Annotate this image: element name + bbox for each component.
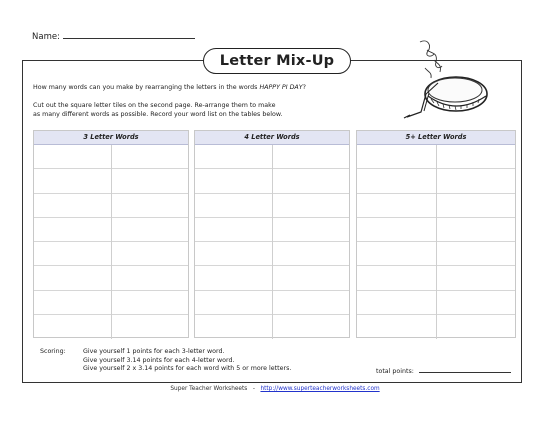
instruction-question: How many words can you make by rearranging the letters in the words HAPPY PI DAY? (33, 84, 306, 91)
table-3-letter-words (33, 130, 189, 338)
scoring-line-3-letter: Give yourself 1 points for each 3-letter word. (83, 348, 225, 355)
name-label: Name: (32, 32, 60, 42)
table-body (34, 145, 188, 339)
page-title (203, 48, 351, 74)
total-points-field[interactable] (376, 365, 511, 375)
table-header: 5+ Letter Words (357, 131, 515, 145)
table-body (357, 145, 515, 339)
footer-url-link[interactable]: http://www.superteacherworksheets.com (260, 386, 380, 392)
table-5-plus-letter-words (356, 130, 516, 338)
footer (0, 386, 550, 392)
table-header: 4 Letter Words (195, 131, 349, 145)
page-title-text: Letter Mix-Up (219, 53, 335, 69)
footer-site: Super Teacher Worksheets (170, 386, 248, 392)
table-body (195, 145, 349, 339)
table-header: 3 Letter Words (34, 131, 188, 145)
scoring-line-4-letter: Give yourself 3.14 points for each 4-letter word. (83, 356, 235, 364)
scoring-label: Scoring: (40, 348, 66, 355)
name-field[interactable] (32, 30, 195, 42)
total-points-label: total points: (376, 368, 414, 375)
pie-icon (398, 38, 490, 120)
table-4-letter-words (194, 130, 350, 338)
name-line[interactable] (63, 30, 195, 39)
footer-separator: - (252, 386, 255, 392)
instruction-directions: Cut out the square letter tiles on the second page. Re-arrange them to make as many different words as possible. Record your word list on the tables below. (33, 102, 283, 118)
total-points-line[interactable] (419, 365, 511, 373)
phrase-happy-pi-day: HAPPY PI DAY (259, 84, 303, 91)
scoring-line-5-plus-letter: Give yourself 2 x 3.14 points for each word with 5 or more letters. (83, 365, 292, 373)
